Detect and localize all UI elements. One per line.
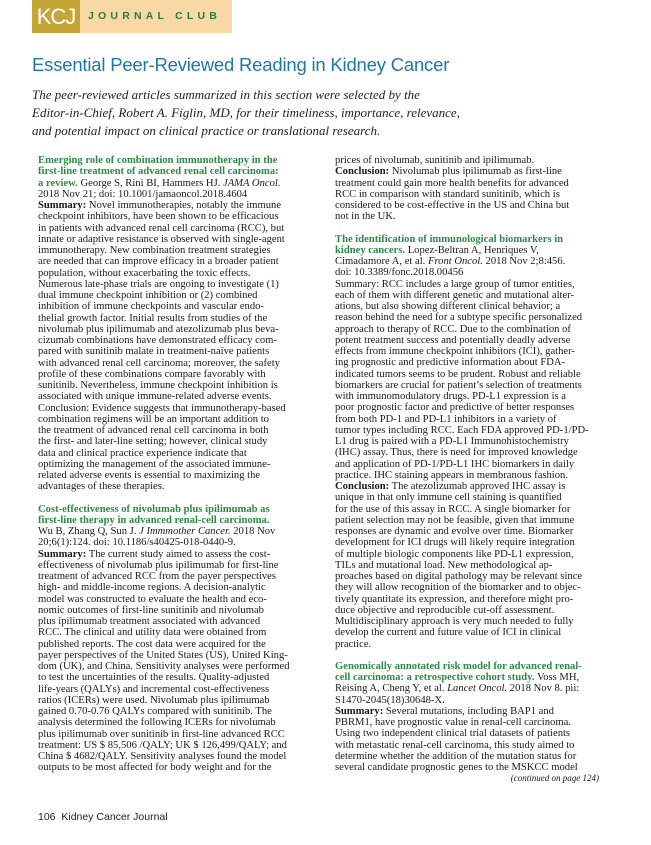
body-line: biomarkers are crucial for patient’s selection of treatments (335, 379, 582, 391)
body-line: Numerous late-phase trials are ongoing to investigate (1) (38, 278, 279, 290)
article-3 (335, 234, 621, 650)
body-line: checkpoint inhibitors, have been shown to be efficacious (38, 211, 279, 223)
body-line: with immunomodulatory drugs. PD-L1 expression is a (335, 391, 566, 402)
body-line: each of them with different genetic and mutational alter- (335, 289, 575, 301)
page-title: Essential Peer-Reviewed Reading in Kidney Cancer (32, 54, 450, 75)
article-body (335, 279, 621, 482)
body-line: (IHC) assay. Thus, there is need for improved knowledge (335, 447, 578, 459)
body-line: from both PD-1 and PD-L1 inhibitors in a variety of (335, 413, 557, 425)
article-citation: 2018 Nov 21; doi: 10.1001/jamaoncol.2018.4604 (38, 188, 248, 200)
article-authors: Wu B, Zhang Q, Sun J. (38, 526, 140, 537)
article-body-line: prices of nivolumab, sunitinib and ipilimumab. (335, 155, 535, 166)
body-line: inhibition of immune checkpoints and vascular endo- (38, 301, 264, 313)
article-authors: George S, Rini BI, Hammers HJ. (77, 177, 223, 189)
body-line: dom (UK), and China. Sensitivity analyses were performed (38, 661, 290, 672)
body-line: L1 drug is paired with a PD-L1 Immunohistochemistry (335, 436, 569, 447)
body-line: dual immune checkpoint inhibition or (2) combined (38, 290, 258, 301)
article-body (38, 211, 322, 492)
body-line: advantages of these therapies. (38, 481, 165, 493)
article-journal: JAMA Oncol. (223, 177, 281, 189)
conclusion-text: Nivolumab plus ipilimumab as first-line (389, 166, 562, 178)
article-title: The identification of immunological biomarkers in (335, 233, 564, 245)
article-authors: Reising A, Cheng Y, et al. (335, 683, 448, 695)
body-line: the first- and later-line setting; however, clinical study (38, 436, 268, 448)
conclusion-label: Conclusion: (335, 166, 390, 178)
body-line: proaches based on digital pathology may be relevant since (335, 571, 583, 582)
article-title: Cost-effectiveness of nivolumab plus ipilimumab as (38, 503, 270, 515)
article-journal: J Immmother Cancer. (139, 526, 231, 537)
body-line: cizumab combinations have demonstrated efficacy com- (38, 335, 277, 346)
intro-paragraph (32, 86, 472, 140)
body-line: tively quantitate its expression, and therefore might pro- (335, 593, 574, 605)
body-line: determine whether the addition of the mutation status for (335, 750, 577, 762)
body-line: combination regimens will be an important addition to (38, 413, 269, 425)
article-citation: S1470-2045(18)30648-X. (335, 694, 445, 706)
body-line: model was constructed to evaluate the health and eco- (38, 593, 267, 605)
article-conclusion (335, 492, 621, 650)
kcj-logo: KCJ (32, 0, 80, 33)
body-line: and application of PD-1/PD-L1 IHC biomarkers in daily (335, 458, 575, 470)
body-line: are needed that can improve efficacy in a broader patient (38, 256, 279, 268)
body-line: of multiple biologic components like PD-L1 expression, (335, 548, 574, 560)
body-line: outputs to be most affected for body weight and for the (38, 762, 272, 774)
intro-line: Editor-in-Chief, Robert A. Figlin, MD, for their timeliness, importance, relevance, (32, 105, 460, 120)
body-line: effects from immune checkpoint inhibitors (ICI), gather- (335, 346, 575, 357)
article-title: first-line therapy in advanced renal-cell carcinoma. (38, 514, 270, 526)
body-line: with advanced renal cell carcinoma; moreover, the safety (38, 357, 280, 369)
article-1 (38, 155, 322, 493)
body-line: tumor types including RCC. Each FDA approved PD-1/PD- (335, 424, 589, 436)
body-line: immunotherapy. New combination treatment strategies (38, 245, 271, 256)
article-2 (38, 504, 322, 774)
intro-line: and potential impact on clinical practice or translational research. (32, 123, 381, 138)
body-line: pared with sunitinib malate in treatment-naïve patients (38, 346, 270, 358)
article-conclusion (335, 178, 621, 223)
body-line: population, without exacerbating the toxic effects. (38, 267, 251, 279)
body-line: published reports. The cost data were acquired for the (38, 638, 266, 650)
body-line: reason behind the need for a subtype specific personalized (335, 312, 583, 324)
body-line: several candidate prognostic genes to the MSKCC model (335, 762, 578, 773)
body-line: develop the current and future value of ICI in clinical (335, 627, 562, 639)
article-title: kidney cancers. (335, 244, 406, 256)
body-line: duce objective and reproducible cut-off assessment. (335, 604, 555, 616)
body-line: practice. (335, 638, 372, 650)
body-line: thelial growth factor. Initial results from studies of the (38, 312, 268, 324)
article-authors: Voss MH, (534, 672, 580, 683)
body-line: unique in that only immune cell staining is quantified (335, 492, 562, 504)
body-line: ing prognostic and predictive information about FDA- (335, 357, 566, 369)
body-line: optimizing the management of the associated immune- (38, 458, 271, 470)
intro-line: The peer-reviewed articles summarized in this section were selected by the (32, 87, 420, 102)
summary-label: Summary: (335, 705, 384, 717)
body-line: with metastatic renal-cell carcinoma, this study aimed to (335, 739, 575, 751)
article-title: Genomically annotated risk model for advanced renal- (335, 660, 582, 672)
summary-label: Summary: (38, 548, 87, 560)
body-line: sunitinib. Nevertheless, immune checkpoint inhibition is (38, 380, 278, 391)
article-authors: Lopez-Beltran A, Henriques V, (405, 244, 539, 256)
body-line: China $ 4682/QALY. Sensitivity analyses found the model (38, 751, 287, 762)
body-line: responses are dynamic and evolve over time. Biomarker (335, 526, 574, 537)
body-line: data and clinical practice experience indicate that (38, 447, 247, 459)
page-footer (38, 811, 168, 823)
body-line: TILs and mutational load. New methodological ap- (335, 559, 553, 571)
body-line: innate or adaptive resistance is observed with single-agent (38, 233, 285, 245)
conclusion-text: The atezolizumab approved IHC assay is (389, 481, 566, 492)
body-line: treatment: US $ 85,506 /QALY; UK $ 126,499/QALY; and (38, 739, 287, 751)
body-line: they will allow recognition of the biomarker and to objec- (335, 582, 581, 594)
body-line: Conclusion: Evidence suggests that immunotherapy-based (38, 402, 286, 414)
body-line: nomic outcomes of first-line sunitinib and nivolumab (38, 604, 264, 616)
body-line: indicated tumors seems to be prudent. Robust and reliable (335, 368, 581, 380)
article-title: Emerging role of combination immunotherapy in the (38, 155, 278, 166)
body-line: considered to be cost-effective in the US and China but (335, 200, 570, 211)
body-line: patient selection may not be feasible, given that immune (335, 514, 575, 526)
body-line: plus ipilimumab treatment associated with advanced (38, 616, 261, 627)
left-column (38, 155, 322, 774)
continued-note: (continued on page 124) (510, 773, 599, 784)
article-citation: 2018 Nov 2;8:456. (482, 256, 566, 267)
body-line: RCC. The clinical and utility data were obtained from (38, 627, 267, 639)
article-title: cell carcinoma: a retrospective cohort study. (335, 672, 535, 683)
summary-label: Summary: (38, 200, 87, 211)
article-citation: 2018 Nov (230, 526, 276, 537)
article-body (38, 560, 322, 774)
article-citation: doi: 10.3389/fonc.2018.00456 (335, 267, 464, 279)
conclusion-label: Conclusion: (335, 481, 390, 492)
article-citation: 20;6(1):124. doi: 10.1186/s40425-018-0440-9. (38, 537, 236, 549)
article-authors: Cimadamore A, et al. (335, 256, 428, 267)
body-line: profile of these combinations compare favorably with (38, 368, 266, 380)
article-4 (335, 661, 621, 785)
article-journal: Front Oncol. (427, 256, 483, 267)
article-2-continued (335, 155, 621, 223)
body-line: Multidisciplinary approach is very much needed to fully (335, 616, 574, 627)
section-label: JOURNAL CLUB (88, 10, 222, 22)
body-line: poor prognostic factor and predictive of better responses (335, 402, 575, 414)
body-line: treatment of advanced RCC from the payer perspectives (38, 571, 276, 582)
body-line: Using two independent clinical trial datasets of patients (335, 728, 571, 740)
body-line: high- and middle-income regions. A decision-analytic (38, 582, 266, 594)
body-line: in patients with advanced renal cell carcinoma (RCC), but (38, 222, 285, 234)
body-line: treatment could gain more health benefits for advanced (335, 177, 569, 189)
body-line: life-years (QALYs) and incremental cost-effectiveness (38, 683, 270, 695)
page-number: 106 (38, 811, 56, 823)
body-line: Summary: RCC includes a large group of tumor entities, (335, 278, 575, 290)
body-line: nivolumab plus ipilimumab and atezolizumab plus beva- (38, 323, 279, 335)
body-line: development for ICI drugs will likely require integration (335, 537, 575, 549)
body-line: analysis determined the following ICERs for nivolumab (38, 717, 276, 729)
body-line: gained 0.70-0.76 QALYs compared with sunitinib. The (38, 706, 272, 717)
summary-text: Novel immunotherapies, notably the immune (86, 200, 282, 211)
article-body (335, 717, 621, 773)
body-line: associated with unique immune-related adverse events. (38, 391, 272, 403)
body-line: for the use of this assay in RCC. A single biomarker for (335, 503, 571, 515)
body-line: plus ipilimumab over sunitinib in first-line advanced RCC (38, 728, 285, 740)
body-line: not in the UK. (335, 211, 396, 223)
body-line: effectiveness of nivolumab plus ipilimumab for first-line (38, 559, 279, 571)
body-line: the treatment of advanced renal cell carcinoma in both (38, 425, 269, 436)
body-line: related adverse events is essential to maximizing the (38, 470, 261, 481)
body-line: PBRM1, have prognostic value in renal-cell carcinoma. (335, 717, 571, 728)
article-citation: 2018 Nov 8. pii: (507, 683, 580, 695)
summary-text: Several mutations, including BAP1 and (383, 705, 554, 717)
body-line: ations, but also showing different clinical behavior; a (335, 301, 561, 312)
footer-journal-name: Kidney Cancer Journal (61, 811, 168, 823)
article-title: a review. (38, 177, 78, 189)
body-line: potent treatment success and potentially deadly adverse (335, 334, 571, 346)
body-line: approach to therapy of RCC. Due to the combination of (335, 323, 571, 335)
right-column (335, 155, 621, 785)
body-line: practice. IHC staining appears in membranous fashion. (335, 469, 568, 481)
article-journal: Lancet Oncol. (447, 683, 508, 695)
body-line: RCC in comparison with standard sunitinib, which is (335, 188, 560, 200)
body-line: ratios (ICERs) were used. Nivolumab plus ipilimumab (38, 694, 270, 706)
body-line: to test the uncertainties of the results. Quality-adjusted (38, 672, 270, 684)
summary-text: The current study aimed to assess the cost- (86, 548, 271, 560)
body-line: payer perspectives of the United States (US), United King- (38, 649, 288, 661)
article-title: first-line treatment of advanced renal cell carcinoma: (38, 166, 279, 178)
